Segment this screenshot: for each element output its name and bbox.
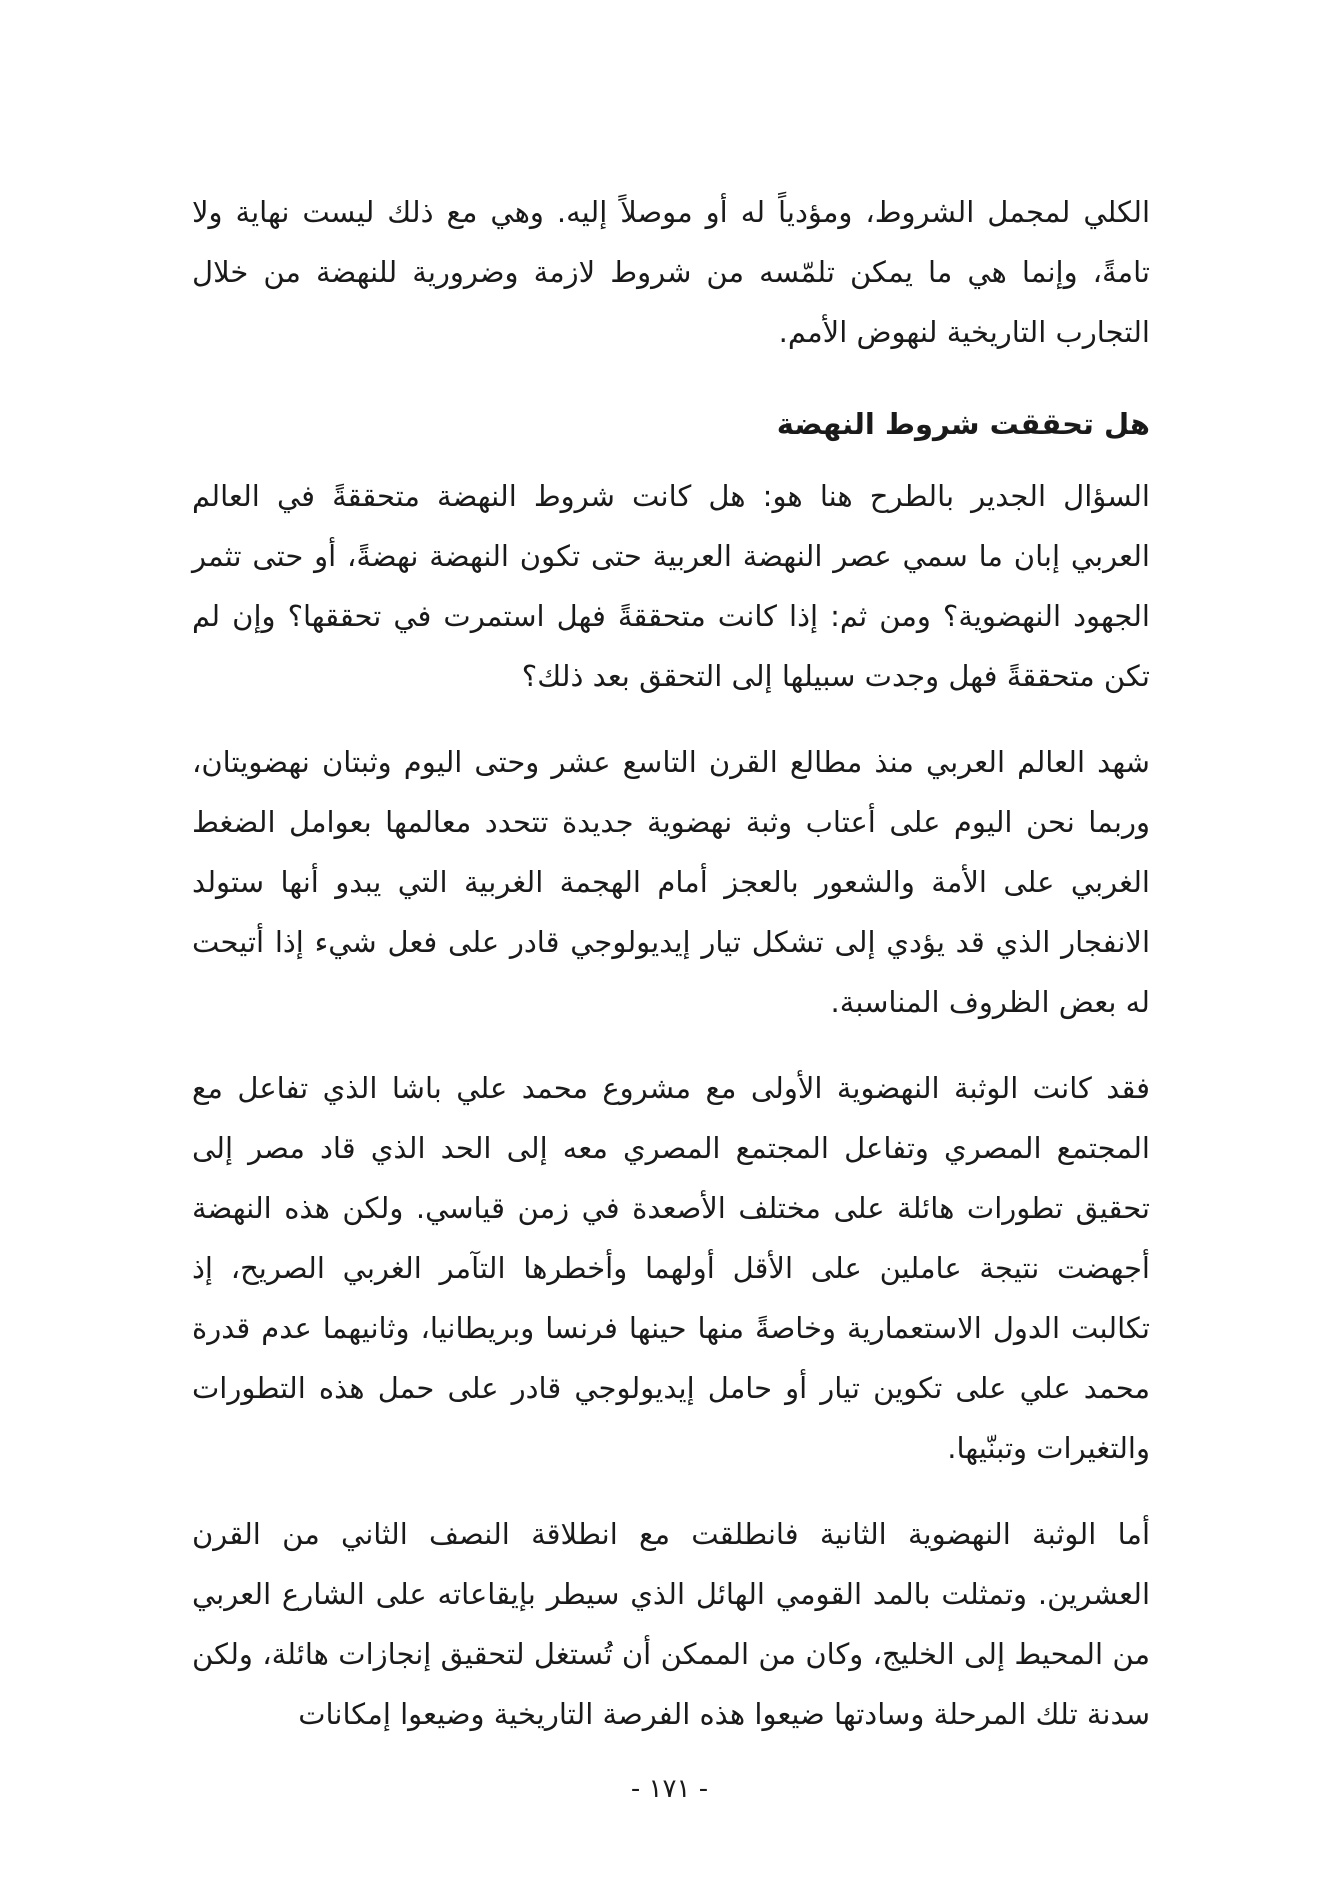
- intro-paragraph: الكلي لمجمل الشروط، ومؤدياً له أو موصلاً إليه. وهي مع ذلك ليست نهاية ولا تامةً، وإنما هي ما يمكن تلمّسه من شروط لازمة وضرورية للنهضة من خلال التجارب التاريخية لنهوض الأمم.: [192, 195, 1150, 349]
- paragraph-two-leaps: شهد العالم العربي منذ مطالع القرن التاسع عشر وحتى اليوم وثبتان نهضويتان، وربما نحن اليوم على أعتاب وثبة نهضوية جديدة تتحدد معالمها بعوامل الضغط الغربي على الأمة والشعور بالعجز أمام الهجمة الغربية التي يبدو أنها ستولد الانفجار الذي قد يؤدي إلى تشكل تيار إيديولوجي قادر على فعل شيء إذا أتيحت له بعض الظروف المناسبة.: [192, 745, 1150, 1019]
- section-heading: هل تحققت شروط النهضة: [776, 407, 1150, 441]
- page-number: - ١٧١ -: [630, 1774, 709, 1804]
- paragraph-second-leap: أما الوثبة النهضوية الثانية فانطلقت مع انطلاقة النصف الثاني من القرن العشرين. وتمثلت بالمد القومي الهائل الذي سيطر بإيقاعاته على الشارع العربي من المحيط إلى الخليج، وكان من الممكن أن تُستغل لتحقيق إنجازات هائلة، ولكن سدنة تلك المرحلة وسادتها ضيعوا هذه الفرصة التاريخية وضيعوا إمكانات: [192, 1517, 1150, 1731]
- paragraph-first-leap: فقد كانت الوثبة النهضوية الأولى مع مشروع محمد علي باشا الذي تفاعل مع المجتمع المصري وتفاعل المجتمع المصري معه إلى الحد الذي قاد مصر إلى تحقيق تطورات هائلة على مختلف الأصعدة في زمن قياسي. ولكن هذه النهضة أجهضت نتيجة عاملين على الأقل أولهما وأخطرها التآمر الغربي الصريح، إذ تكالبت الدول الاستعمارية وخاصةً منها حينها فرنسا وبريطانيا، وثانيهما عدم قدرة محمد علي على تكوين تيار أو حامل إيديولوجي قادر على حمل هذه التطورات والتغيرات وتبنّيها.: [192, 1071, 1150, 1465]
- page-body: [192, 182, 1150, 1744]
- paragraph-question: السؤال الجدير بالطرح هنا هو: هل كانت شروط النهضة متحققةً في العالم العربي إبان ما سمي عصر النهضة العربية حتى تكون النهضة نهضةً، أو حتى تثمر الجهود النهضوية؟ ومن ثم: إذا كانت متحققةً فهل استمرت في تحققها؟ وإن لم تكن متحققةً فهل وجدت سبيلها إلى التحقق بعد ذلك؟: [192, 479, 1150, 693]
